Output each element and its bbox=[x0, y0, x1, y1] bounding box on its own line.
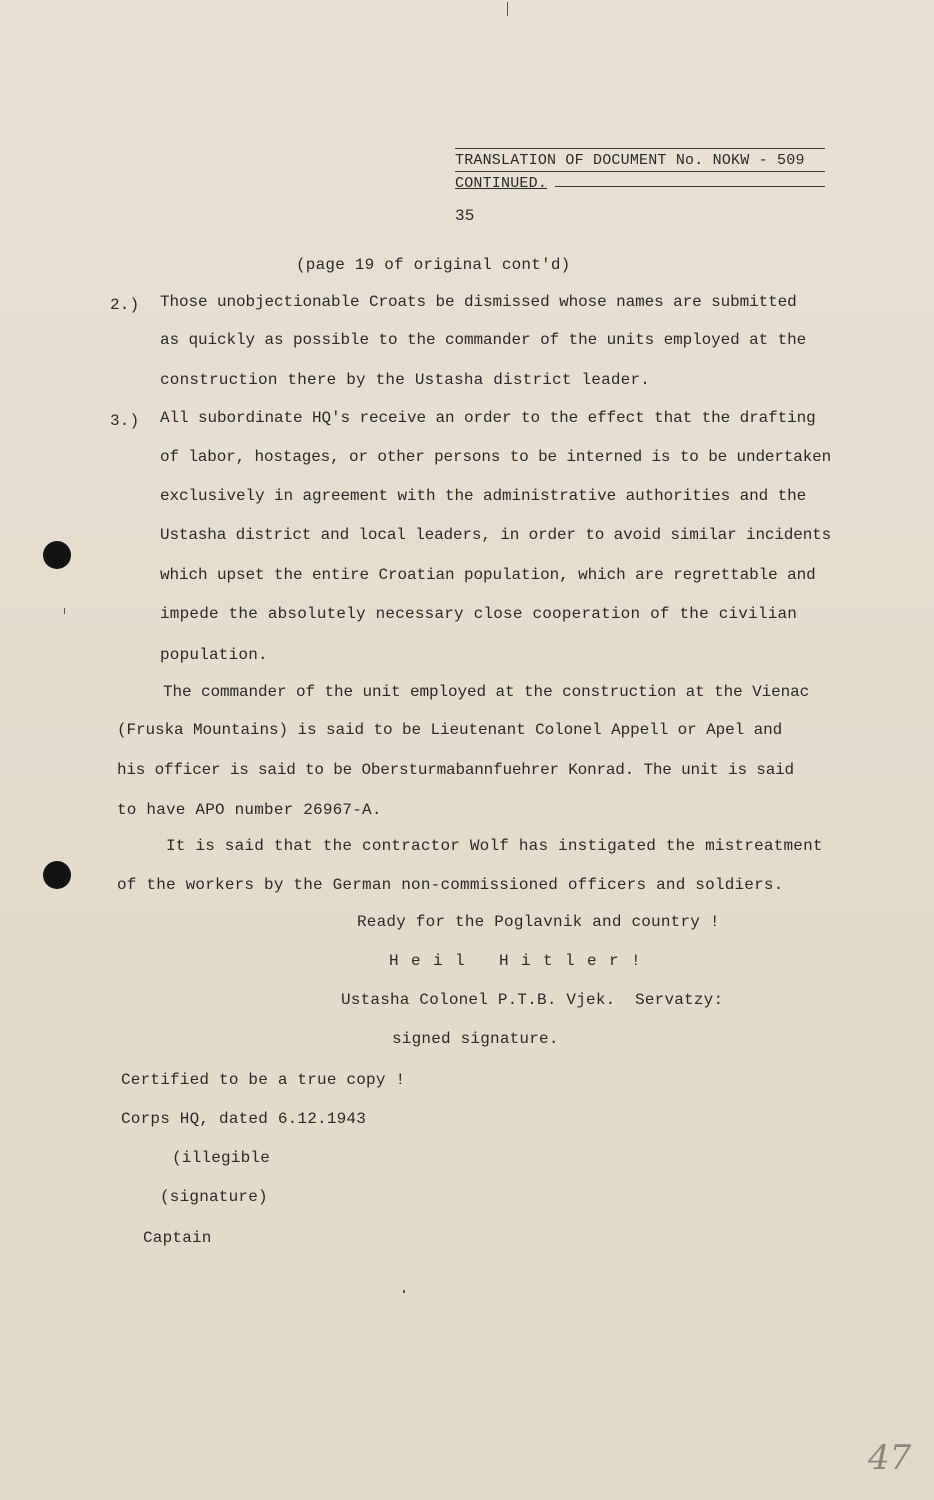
commander-paragraph-line: The commander of the unit employed at the construction at the Vienac bbox=[163, 683, 810, 701]
item-3-line: Ustasha district and local leaders, in order to avoid similar incidents bbox=[160, 526, 832, 544]
item-2-number: 2.) bbox=[110, 296, 140, 314]
punch-hole-lower bbox=[43, 861, 71, 889]
item-3-line: impede the absolutely necessary close cooperation of the civilian bbox=[160, 605, 798, 623]
commander-paragraph-line: to have APO number 26967-A. bbox=[117, 801, 382, 819]
commander-paragraph-line: (Fruska Mountains) is said to be Lieutenant Colonel Appell or Apel and bbox=[117, 721, 783, 739]
item-3-line: All subordinate HQ's receive an order to the effect that the drafting bbox=[160, 409, 816, 427]
item-3-line: which upset the entire Croatian population, which are regrettable and bbox=[160, 566, 816, 584]
item-3-line: population. bbox=[160, 646, 268, 664]
item-3-line: exclusively in agreement with the administrative authorities and the bbox=[160, 487, 807, 505]
closing-signer: Ustasha Colonel P.T.B. Vjek. Servatzy: bbox=[341, 991, 724, 1009]
top-mark bbox=[507, 2, 508, 16]
header-rule-bottom bbox=[555, 186, 825, 187]
certification-line: Corps HQ, dated 6.12.1943 bbox=[121, 1110, 367, 1128]
page-number: 35 bbox=[455, 207, 475, 225]
wolf-paragraph-line: It is said that the contractor Wolf has instigated the mistreatment bbox=[166, 837, 823, 855]
certification-line: Certified to be a true copy ! bbox=[121, 1071, 406, 1089]
item-3-number: 3.) bbox=[110, 412, 140, 430]
item-2-line: construction there by the Ustasha district leader. bbox=[160, 371, 651, 389]
header-rule-mid bbox=[455, 171, 825, 172]
page-note: (page 19 of original cont'd) bbox=[296, 256, 571, 274]
handwritten-page-number: 47 bbox=[868, 1438, 912, 1478]
header-rule-top bbox=[455, 148, 825, 149]
stray-mark bbox=[64, 608, 65, 614]
commander-paragraph-line: his officer is said to be Obersturmabannfuehrer Konrad. The unit is said bbox=[117, 761, 794, 779]
item-2-line: Those unobjectionable Croats be dismissed whose names are submitted bbox=[160, 293, 797, 311]
punch-hole-upper bbox=[43, 541, 71, 569]
certification-line: (illegible bbox=[172, 1149, 271, 1167]
closing-ready: Ready for the Poglavnik and country ! bbox=[357, 913, 720, 931]
item-2-line: as quickly as possible to the commander of the units employed at the bbox=[160, 331, 807, 349]
header-continued: CONTINUED. bbox=[455, 175, 548, 192]
certification-line: (signature) bbox=[160, 1188, 268, 1206]
item-3-line: of labor, hostages, or other persons to be interned is to be undertaken bbox=[160, 448, 832, 466]
certification-line: Captain bbox=[143, 1229, 212, 1247]
stray-mark bbox=[403, 1290, 405, 1293]
header-title: TRANSLATION OF DOCUMENT No. NOKW - 509 bbox=[455, 152, 805, 169]
closing-signed: signed signature. bbox=[392, 1030, 559, 1048]
wolf-paragraph-line: of the workers by the German non-commissioned officers and soldiers. bbox=[117, 876, 784, 894]
closing-heil: H e i l H i t l e r ! bbox=[389, 952, 643, 970]
